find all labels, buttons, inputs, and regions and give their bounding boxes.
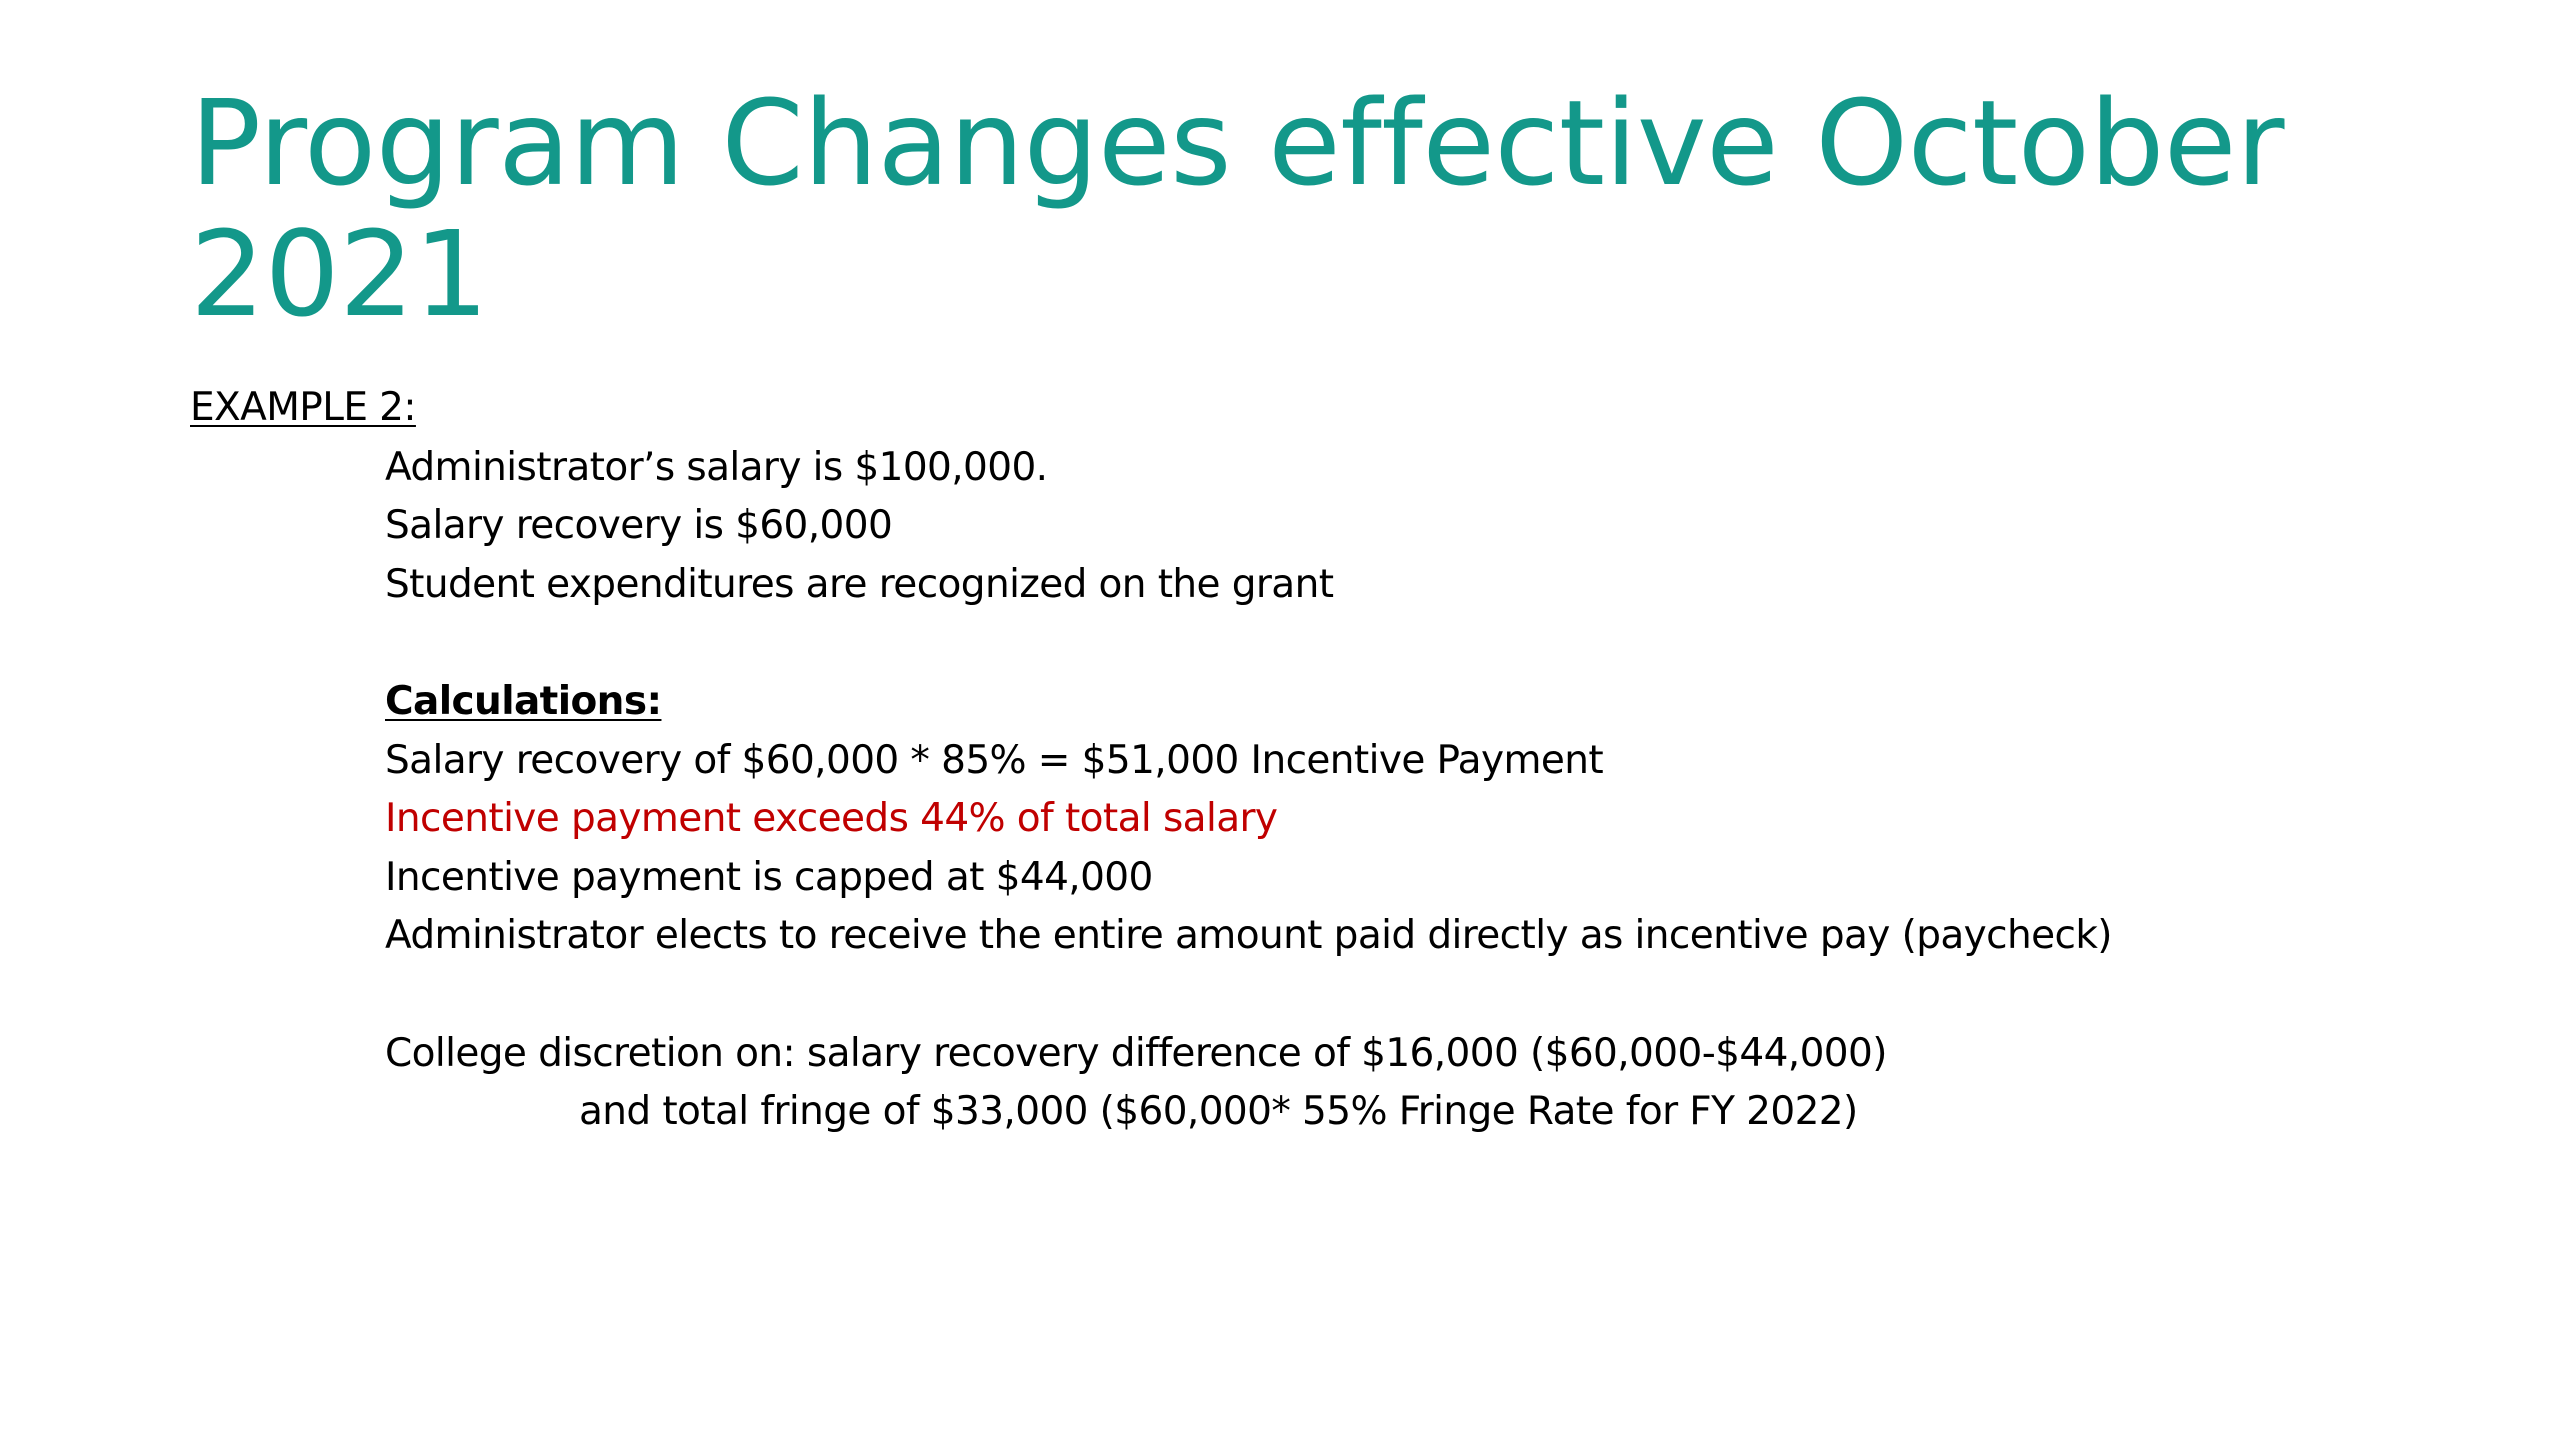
title-line-1: Program Changes effective October [190,74,2285,212]
calc-line-exceeds-warning: Incentive payment exceeds 44% of total salary [385,796,1278,841]
fact-student-expenditures: Student expenditures are recognized on the grant [385,562,1334,607]
calc-line-capped: Incentive payment is capped at $44,000 [385,855,1153,900]
discretion-line-2: and total fringe of $33,000 ($60,000* 55% Fringe Rate for FY 2022) [579,1089,1858,1134]
calc-line-incentive: Salary recovery of $60,000 * 85% = $51,000 Incentive Payment [385,738,1604,783]
fact-salary: Administrator’s salary is $100,000. [385,445,1048,490]
fact-salary-recovery: Salary recovery is $60,000 [385,503,893,548]
calculations-heading: Calculations: [385,679,662,724]
calc-line-elects: Administrator elects to receive the entire amount paid directly as incentive pay (paycheck) [385,913,2112,958]
title-line-2: 2021 [190,205,489,343]
example-label: EXAMPLE 2: [190,385,416,430]
discretion-line-1: College discretion on: salary recovery difference of $16,000 ($60,000-$44,000) [385,1031,1887,1076]
